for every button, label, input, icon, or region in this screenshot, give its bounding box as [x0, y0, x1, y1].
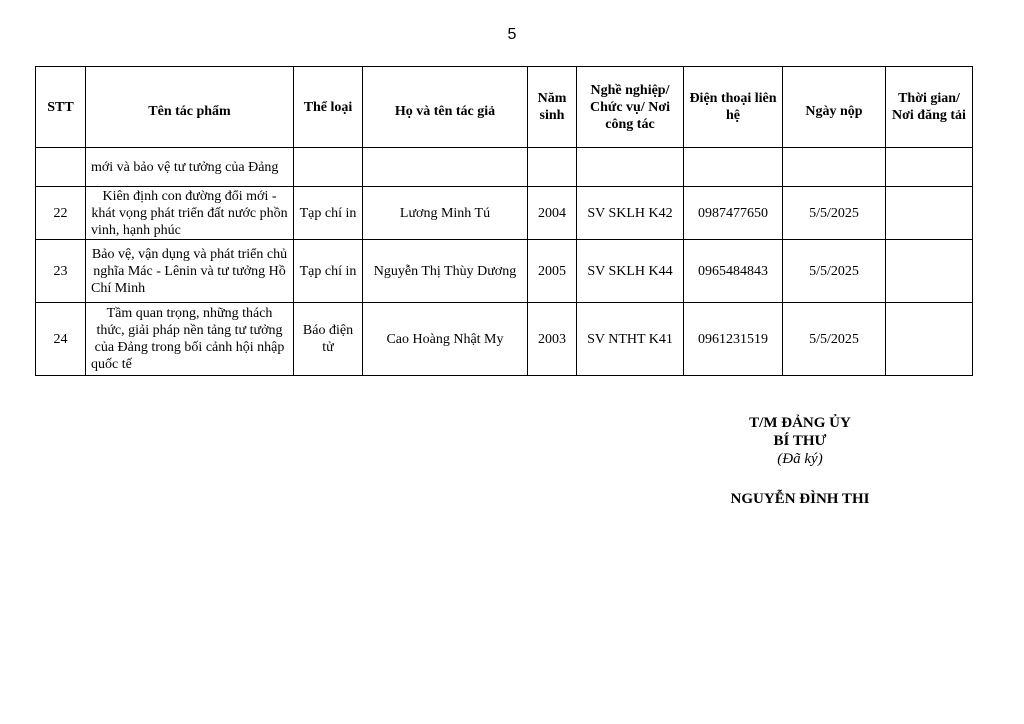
cell-ho-ten: Cao Hoàng Nhật My [363, 303, 528, 376]
cell-stt: 22 [36, 187, 86, 240]
cell-dien-thoai: 0965484843 [684, 240, 783, 303]
signature-org: T/M ĐẢNG ỦY [749, 415, 851, 431]
header-dien-thoai: Điện thoại liên hệ [684, 67, 783, 148]
cell-ten-tac-pham: mới và bảo vệ tư tưởng của Đảng [86, 148, 294, 187]
signature-position: BÍ THƯ [773, 433, 827, 449]
header-nghe-nghiep: Nghề nghiệp/ Chức vụ/ Nơi công tác [577, 67, 684, 148]
header-thoi-gian: Thời gian/ Nơi đăng tải [886, 67, 973, 148]
submissions-table [35, 66, 973, 376]
table-row-continuation [36, 148, 973, 187]
cell-nghe-nghiep: SV NTHT K41 [577, 303, 684, 376]
header-the-loai: Thể loại [294, 67, 363, 148]
header-nam-sinh: Năm sinh [528, 67, 577, 148]
cell-the-loai: Báo điện tử [294, 303, 363, 376]
cell-the-loai: Tạp chí in [294, 240, 363, 303]
cell-the-loai [294, 148, 363, 187]
cell-ho-ten: Nguyễn Thị Thùy Dương [363, 240, 528, 303]
cell-thoi-gian [886, 240, 973, 303]
cell-ho-ten [363, 148, 528, 187]
header-stt: STT [36, 67, 86, 148]
cell-nghe-nghiep: SV SKLH K44 [577, 240, 684, 303]
cell-the-loai: Tạp chí in [294, 187, 363, 240]
cell-ten-tac-pham: Tầm quan trọng, những thách thức, giải pháp nền tảng tư tưởng của Đảng trong bối cảnh hội nhập quốc tế [86, 303, 294, 376]
cell-ngay-nop: 5/5/2025 [783, 240, 886, 303]
cell-nghe-nghiep: SV SKLH K42 [577, 187, 684, 240]
signature-signed-note: (Đã ký) [777, 451, 823, 467]
cell-ten-tac-pham: Kiên định con đường đổi mới - khát vọng phát triển đất nước phồn vinh, hạnh phúc [86, 187, 294, 240]
cell-ngay-nop: 5/5/2025 [783, 187, 886, 240]
cell-stt: 24 [36, 303, 86, 376]
cell-ngay-nop [783, 148, 886, 187]
cell-nghe-nghiep [577, 148, 684, 187]
cell-ten-tac-pham: Bảo vệ, vận dụng và phát triển chủ nghĩa Mác - Lênin và tư tưởng Hồ Chí Minh [86, 240, 294, 303]
table-row [36, 187, 973, 240]
cell-thoi-gian [886, 303, 973, 376]
header-ho-ten: Họ và tên tác giả [363, 67, 528, 148]
table-row [36, 240, 973, 303]
cell-stt: 23 [36, 240, 86, 303]
cell-nam-sinh [528, 148, 577, 187]
cell-thoi-gian [886, 187, 973, 240]
table-row [36, 303, 973, 376]
cell-stt [36, 148, 86, 187]
cell-dien-thoai: 0961231519 [684, 303, 783, 376]
cell-nam-sinh: 2004 [528, 187, 577, 240]
cell-thoi-gian [886, 148, 973, 187]
header-ngay-nop: Ngày nộp [783, 67, 886, 148]
signature-block [660, 414, 940, 508]
signer-name: NGUYỄN ĐÌNH THI [730, 491, 870, 507]
cell-dien-thoai [684, 148, 783, 187]
page-number: 5 [507, 26, 517, 43]
cell-dien-thoai: 0987477650 [684, 187, 783, 240]
cell-nam-sinh: 2003 [528, 303, 577, 376]
header-ten-tac-pham: Tên tác phẩm [86, 67, 294, 148]
cell-ho-ten: Lương Minh Tú [363, 187, 528, 240]
cell-ngay-nop: 5/5/2025 [783, 303, 886, 376]
cell-nam-sinh: 2005 [528, 240, 577, 303]
table-header-row [36, 67, 973, 148]
